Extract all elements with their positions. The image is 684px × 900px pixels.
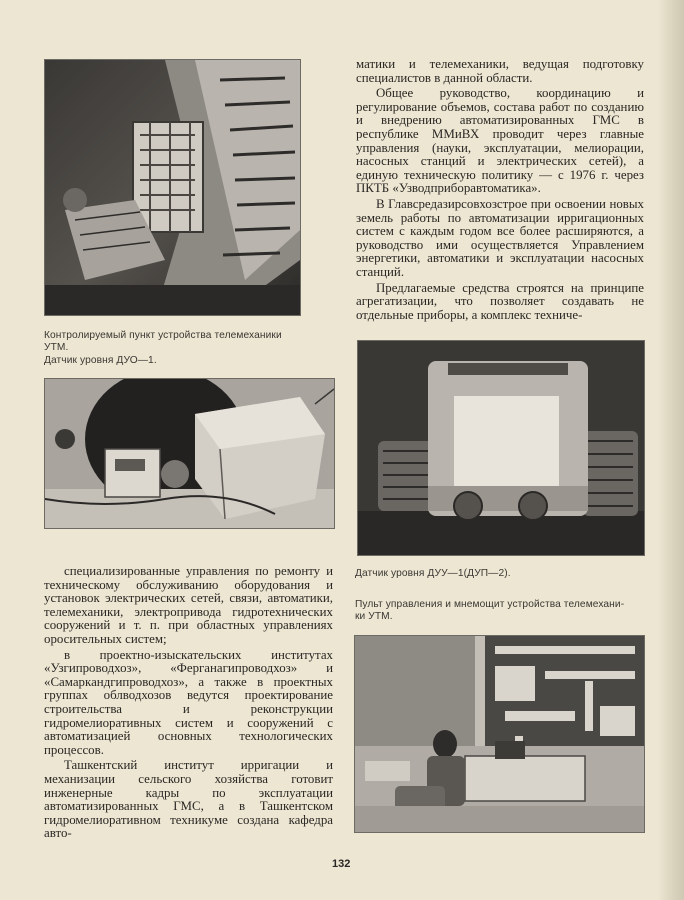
photo-level-sensor-duu xyxy=(357,340,645,556)
paragraph: в проектно-изыскательских институтах «Узгипроводхоз», «Ферганагипроводхоз» и «Самаркандгипроводхоз», а также в проектных группах облводхозов ведутся проектирование строительства и реконструкции гидромелиоративных систем и сооружений с автоматизацией основных технологических процессов. xyxy=(44,647,333,757)
paragraph: Ташкентский институт ирригации и механизации сельского хозяйства готовит инженерные кадры по эксплуатации автоматизированных ГМС, а в Ташкентском гидромелиоративном техникуме создана кафедра авто- xyxy=(44,758,333,841)
paragraph: матики и телемеханики, ведущая подготовку специалистов в данной области. xyxy=(356,57,644,85)
photo-level-sensor-duo xyxy=(44,378,335,529)
caption-line: Пульт управления и мнемощит устройства телемехани- xyxy=(355,599,625,610)
photo-telemechanics-rack xyxy=(44,59,301,316)
caption-photo-duo xyxy=(44,355,314,367)
paragraph: Предлагаемые средства строятся на принципе агрегатизации, что позволяет создавать не отдельные приборы, а комплекс техниче- xyxy=(356,280,644,322)
photo-control-panel xyxy=(354,635,645,833)
paragraph: Общее руководство, координацию и регулирование объемов, состава работ по созданию и внедрению автоматизированных ГМС в республике ММиВХ проводит через главные управления (науки, эксплуатации, мелиорации, насосных станций и электрических сетей), а единую техническую политику — с 1976 г. через ПКТБ «Узводприборавтоматика». xyxy=(356,86,644,196)
page-edge-shadow xyxy=(658,0,684,900)
caption-photo-duu xyxy=(355,568,645,580)
caption-photo-telemechanics xyxy=(44,330,314,353)
caption-line: ки УТМ. xyxy=(355,610,393,622)
left-text-column xyxy=(44,565,333,841)
caption-photo-control-panel xyxy=(355,599,645,622)
caption-line: Датчик уровня ДУО—1. xyxy=(44,355,157,366)
caption-line: УТМ. xyxy=(44,341,69,353)
right-text-column xyxy=(356,58,644,322)
paragraph: специализированные управления по ремонту и техническому обслуживанию оборудования и установок электрических сетей, связи, автоматики, телемеханики, электропривода гидротехнических сооружений и т. п. при областных управлениях оросительных систем; xyxy=(44,564,333,646)
page-number: 132 xyxy=(332,858,351,870)
caption-line: Контролируемый пункт устройства телемеханики xyxy=(44,330,282,341)
paragraph: В Главсредазирсовхозстрое при освоении новых земель работы по автоматизации ирригационных систем с каждым годом все более расширяются, а руководство ими осуществляется Управлением энергетики, автоматики и эксплуатации насосных станций. xyxy=(356,196,644,279)
caption-line: Датчик уровня ДУУ—1(ДУП—2). xyxy=(355,568,511,579)
